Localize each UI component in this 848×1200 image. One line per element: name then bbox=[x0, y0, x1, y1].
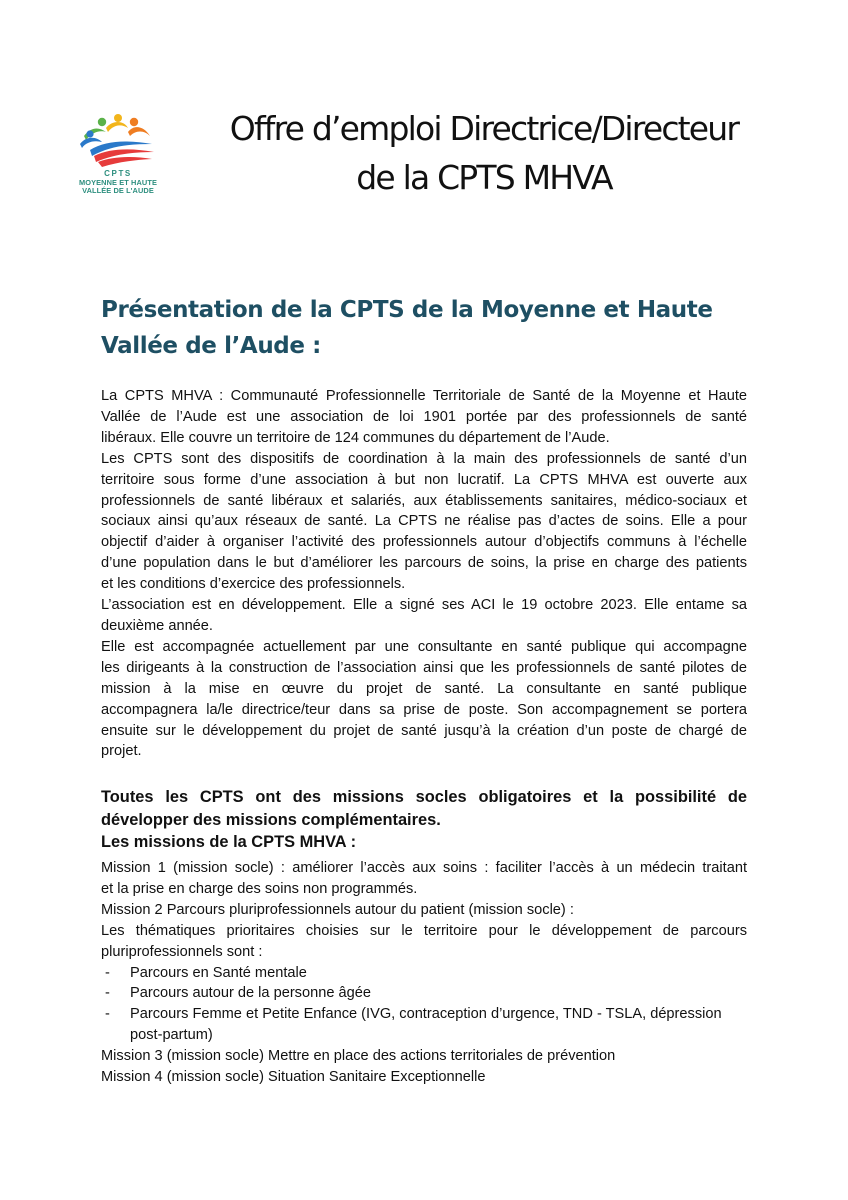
bullet-marker: - bbox=[105, 985, 110, 1002]
missions-heading-line-1: Toutes les CPTS ont des missions socles obligatoires et la possibilité de bbox=[101, 788, 747, 806]
page-title-line-1: Offre d’emploi Directrice/Directeur bbox=[229, 109, 739, 148]
intro-line: professionnels de santé libéraux et salariés, aux établissements sanitaires, médico-sociaux et bbox=[101, 492, 747, 509]
list-item-text: Parcours autour de la personne âgée bbox=[130, 985, 371, 1002]
intro-line: Elle est accompagnée actuellement par une consultante en santé publique qui accompagne bbox=[101, 638, 747, 655]
mission-1-line-1: Mission 1 (mission socle) : améliorer l’accès aux soins : faciliter l’accès à un médecin traitant bbox=[101, 860, 747, 876]
missions-list bbox=[101, 858, 747, 1088]
intro-line: deuxième année. bbox=[101, 617, 213, 634]
intro-line: libéraux. Elle couvre un territoire de 124 communes du département de l’Aude. bbox=[101, 429, 610, 446]
bullet-marker: - bbox=[105, 1006, 110, 1023]
list-item bbox=[101, 1004, 747, 1046]
mission-4: Mission 4 (mission socle) Situation Sanitaire Exceptionnelle bbox=[101, 1069, 486, 1086]
cpts-logo-figures-icon bbox=[76, 110, 160, 170]
section-heading-line-1: Présentation de la CPTS de la Moyenne et Haute bbox=[101, 297, 713, 323]
intro-line: projet. bbox=[101, 743, 142, 760]
intro-line: L’association est en développement. Elle a signé ses ACI le 19 octobre 2023. Elle entame sa bbox=[101, 597, 747, 614]
mission-2: Mission 2 Parcours pluriprofessionnels autour du patient (mission socle) : bbox=[101, 901, 574, 918]
section-heading-line-2: Vallée de l’Aude : bbox=[101, 333, 321, 359]
intro-line: La CPTS MHVA : Communauté Professionnelle Territoriale de Santé de la Moyenne et Haute bbox=[101, 388, 747, 404]
intro-line: les dirigeants à la construction de l’association ainsi que les professionnels de santé pilotes de bbox=[101, 659, 747, 676]
logo-name: CPTS bbox=[104, 169, 132, 178]
intro-line: sociaux ainsi qu’aux réseaux de santé. La CPTS ne réalise pas d’actes de soins. Elle a pour bbox=[101, 513, 747, 530]
intro-line: Vallée de l’Aude est une association de loi 1901 portée par des professionnels de santé bbox=[101, 408, 747, 425]
intro-line: Les CPTS sont des dispositifs de coordination à la main des professionnels de santé d’un bbox=[101, 450, 747, 467]
intro-line: accompagnera la/le directrice/teur dans sa prise de poste. Son accompagnement se portera bbox=[101, 701, 747, 718]
intro-line: mission à la mise en œuvre du projet de santé. La consultante en santé publique bbox=[101, 680, 747, 697]
intro-line: objectif d’aider à organiser l’activité des professionnels autour d’objectifs communs à l’échelle bbox=[101, 534, 747, 551]
intro-line: ensuite sur le développement du projet de santé jusqu’à la création d’un poste de chargé de bbox=[101, 722, 747, 739]
intro-line: d’une population dans le but d’améliorer les parcours de soins, la prise en charge des patients bbox=[101, 555, 747, 572]
intro-line: territoire sous forme d’une association à but non lucratif. La CPTS MHVA est ouverte aux bbox=[101, 471, 747, 488]
mission-3: Mission 3 (mission socle) Mettre en place des actions territoriales de prévention bbox=[101, 1048, 616, 1065]
intro-paragraphs bbox=[101, 386, 747, 762]
bullet-marker: - bbox=[105, 964, 110, 981]
themes-line-2: pluriprofessionnels sont : bbox=[101, 943, 263, 960]
missions-subheading: Les missions de la CPTS MHVA : bbox=[101, 833, 357, 851]
list-item-text: Parcours en Santé mentale bbox=[130, 964, 307, 981]
mission-1-line-2: et la prise en charge des soins non programmés. bbox=[101, 880, 418, 897]
list-item-text: Parcours Femme et Petite Enfance (IVG, contraception d’urgence, TND - TSLA, dépression post-partum) bbox=[130, 1006, 722, 1044]
list-item bbox=[101, 983, 747, 1004]
themes-line-1: Les thématiques prioritaires choisies sur le territoire pour le développement de parcours bbox=[101, 922, 747, 939]
page-title-line-2: de la CPTS MHVA bbox=[356, 158, 612, 197]
page-title bbox=[170, 104, 798, 202]
missions-heading bbox=[101, 786, 747, 854]
intro-line: et les conditions d’exercice des professionnels. bbox=[101, 576, 406, 593]
list-item bbox=[101, 963, 747, 984]
section-heading bbox=[101, 292, 741, 364]
cpts-logo bbox=[76, 110, 160, 202]
logo-line-2: VALLÉE DE L'AUDE bbox=[82, 186, 154, 196]
missions-heading-line-2: développer des missions complémentaires. bbox=[101, 810, 441, 829]
logo-line-1: MOYENNE ET HAUTE bbox=[79, 177, 157, 187]
